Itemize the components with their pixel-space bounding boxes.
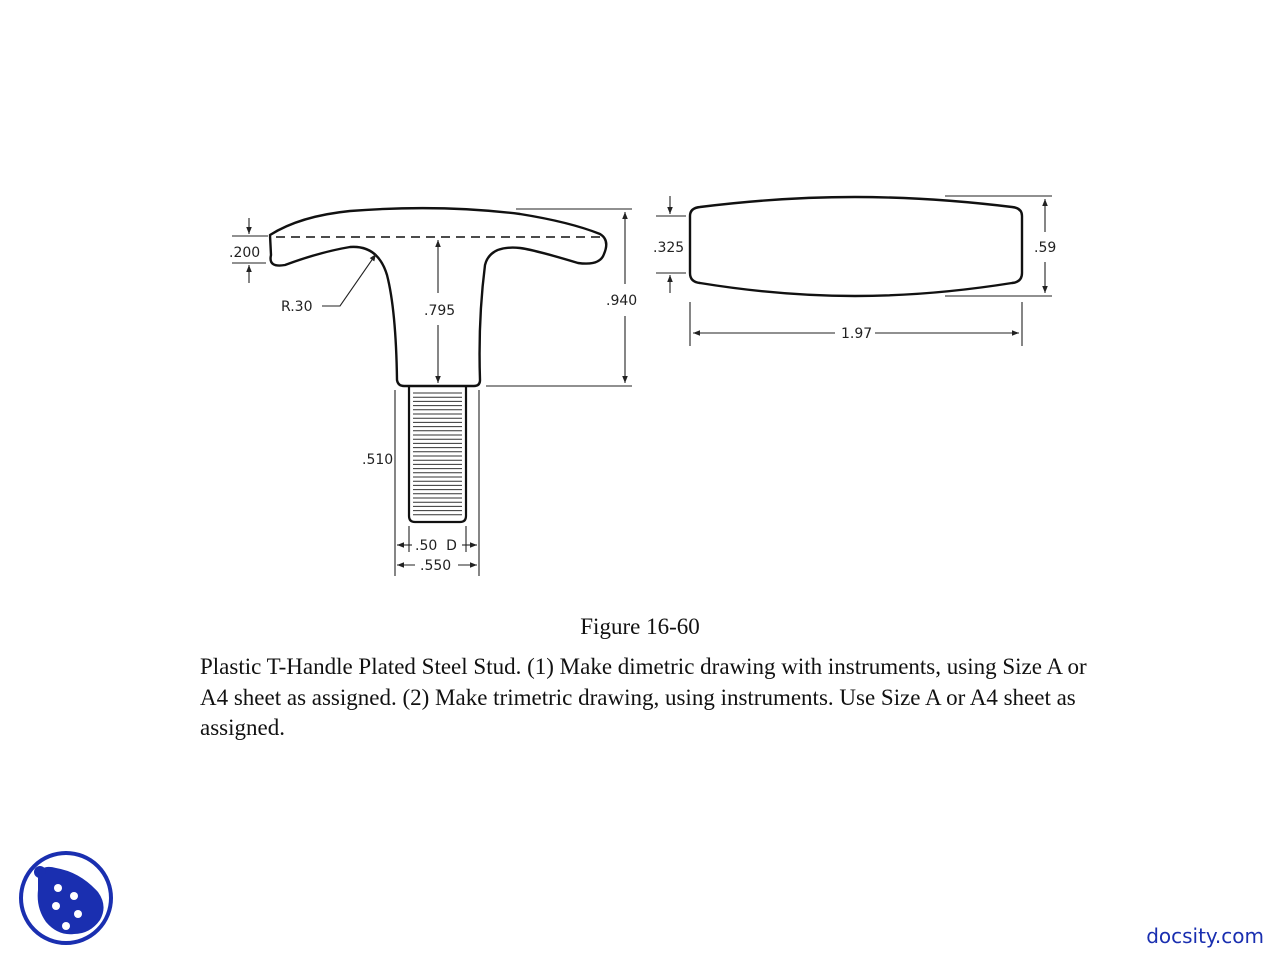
dim-325-label: .325	[653, 240, 685, 256]
dim-550-label: .550	[420, 558, 452, 574]
figure-caption: Plastic T-Handle Plated Steel Stud. (1) Make dimetric drawing with instruments, using Size A or A4 sheet as assigned. (2) Make trimetric drawing, using instruments. Use Size A or A4 sheet as assigned.	[200, 654, 1087, 740]
dim-200-label: .200	[229, 245, 261, 261]
docsity-logo-icon[interactable]	[18, 850, 114, 946]
dim-50d-label: .50 D	[415, 538, 457, 554]
dim-59-label: .59	[1034, 240, 1057, 256]
r30-leader	[322, 254, 376, 306]
dim-940-label: .940	[606, 293, 638, 309]
docsity-brand-link[interactable]: docsity.com	[1146, 924, 1264, 948]
thread-lines	[413, 393, 462, 515]
r30-label: R.30	[281, 299, 313, 315]
handle-top-view-outline	[690, 197, 1022, 296]
dim-510-label: .510	[362, 452, 394, 468]
figure-title: Figure 16-60	[580, 614, 700, 639]
dim-197-label: 1.97	[841, 326, 873, 342]
dim-795-label: .795	[424, 303, 456, 319]
